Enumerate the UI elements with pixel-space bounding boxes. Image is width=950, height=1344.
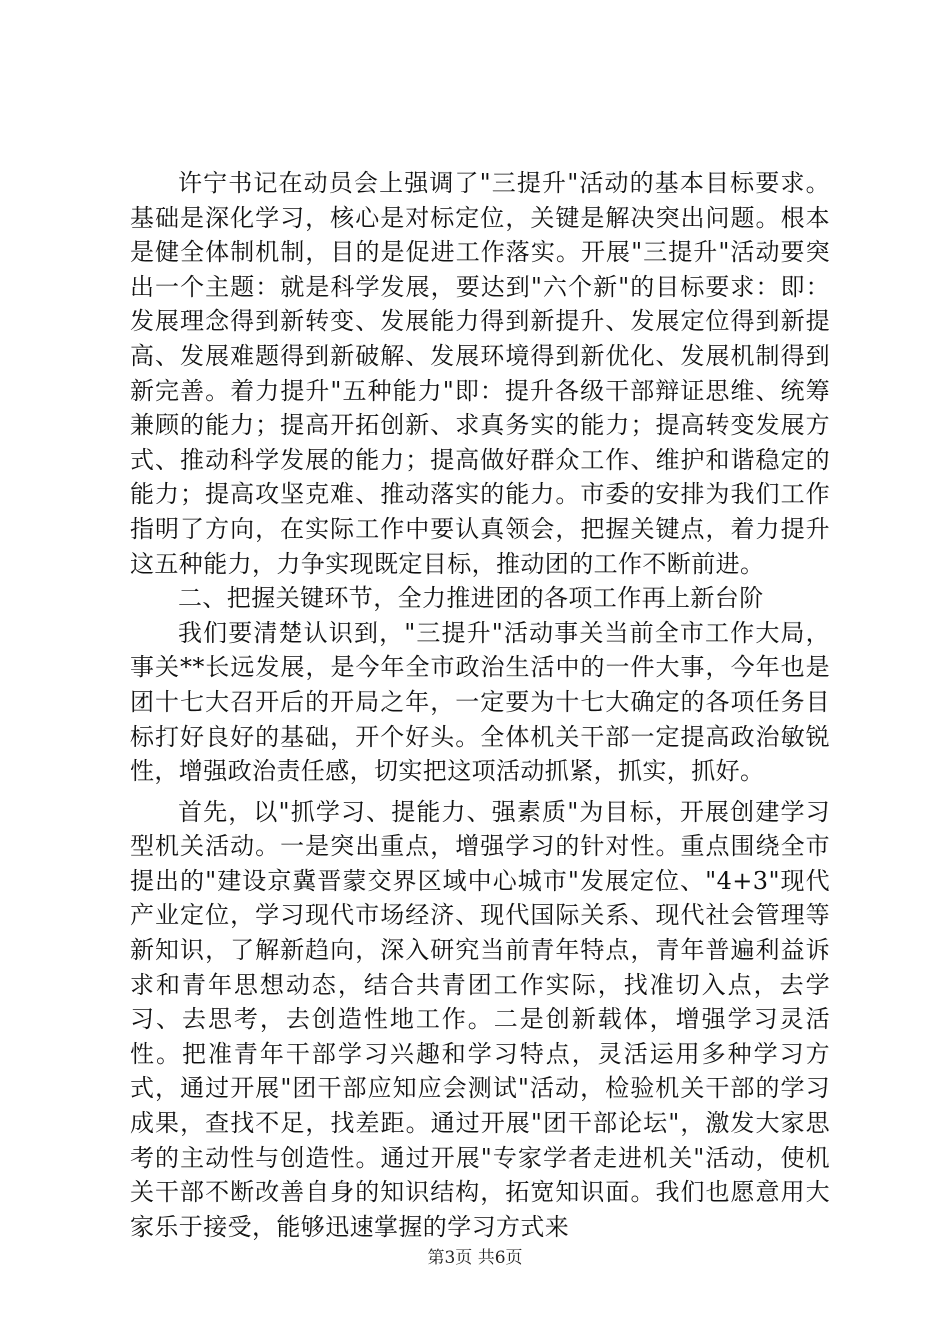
document-body <box>130 166 830 1244</box>
paragraph-recognition: 我们要清楚认识到，"三提升"活动事关当前全市工作大局，事关**长远发展，是今年全市政治生活中的一件大事，今年也是团十七大召开后的开局之年，一定要为十七大确定的各项任务目标打好良好的基础，开个好头。全体机关干部一定提高政治敏锐性，增强政治责任感，切实把这项活动抓紧，抓实，抓好。 <box>130 618 830 786</box>
section-heading: 二、把握关键环节，全力推进团的各项工作再上新台阶 <box>178 584 764 613</box>
paragraph-learning-organization: 首先，以"抓学习、提能力、强素质"为目标，开展创建学习型机关活动。一是突出重点，增强学习的针对性。重点围绕全市提出的"建设京冀晋蒙交界区域中心城市"发展定位、"4+3"现代产业定位，学习现代市场经济、现代国际关系、现代社会管理等新知识，了解新趋向，深入研究当前青年特点，青年普遍利益诉求和青年思想动态，结合共青团工作实际，找准切入点，去学习、去思考，去创造性地工作。二是创新载体，增强学习灵活性。把准青年干部学习兴趣和学习特点，灵活运用多种学习方式，通过开展"团干部应知应会测试"活动，检验机关干部的学习成果，查找不足，找差距。通过开展"团干部论坛"，激发大家思考的主动性与创造性。通过开展"专家学者走进机关"活动，使机关干部不断改善自身的知识结构，拓宽知识面。我们也愿意用大家乐于接受，能够迅速掌握的学习方式来 <box>130 797 830 1241</box>
paragraph-goal-requirements: 许宁书记在动员会上强调了"三提升"活动的基本目标要求。基础是深化学习，核心是对标定位，关键是解决突出问题。根本是健全体制机制，目的是促进工作落实。开展"三提升"活动要突出一个主题：就是科学发展，要达到"六个新"的目标要求：即：发展理念得到新转变、发展能力得到新提升、发展定位得到新提高、发展难题得到新破解、发展环境得到新优化、发展机制得到新完善。着力提升"五种能力"即：提升各级干部辩证思维、统筹兼顾的能力；提高开拓创新、求真务实的能力；提高转变发展方式、推动科学发展的能力；提高做好群众工作、维护和谐稳定的能力；提高攻坚克难、推动落实的能力。市委的安排为我们工作指明了方向，在实际工作中要认真领会，把握关键点，着力提升这五种能力，力争实现既定目标，推动团的工作不断前进。 <box>130 169 830 578</box>
page-footer: 第3页 共6页 <box>427 1248 523 1268</box>
